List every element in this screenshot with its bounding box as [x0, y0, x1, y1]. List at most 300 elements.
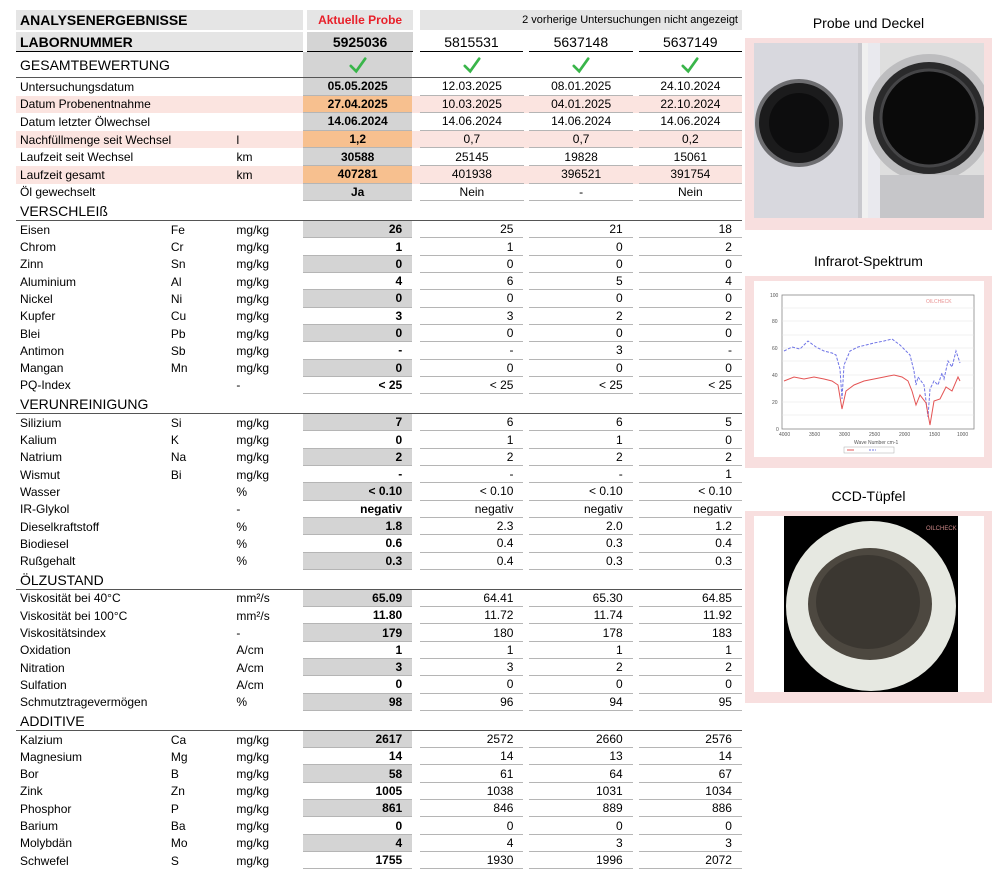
general-row — [16, 166, 742, 184]
previous-value: 65.30 — [529, 590, 632, 607]
row-unit: - — [236, 378, 241, 393]
current-value: 05.05.2025 — [303, 78, 412, 96]
row-unit: mg/kg — [236, 326, 270, 341]
previous-value: - — [420, 342, 523, 359]
row-label: Antimon — [20, 343, 65, 358]
previous-value: 0 — [639, 325, 742, 342]
row-label: Bor — [20, 767, 39, 782]
previous-value: 2072 — [639, 852, 742, 869]
row-label: Kalium — [20, 433, 57, 448]
current-value: 1.8 — [303, 518, 412, 535]
current-value: 26 — [303, 221, 412, 238]
svg-text:3500: 3500 — [808, 432, 820, 438]
previous-value: 12.03.2025 — [420, 78, 523, 96]
svg-text:3000: 3000 — [838, 432, 850, 438]
svg-text:1000: 1000 — [956, 432, 968, 438]
measurement-row — [16, 290, 742, 307]
measurement-row — [16, 308, 742, 325]
measurement-row — [16, 800, 742, 817]
measurement-row — [16, 783, 742, 800]
row-label: Nitration — [20, 660, 65, 675]
previous-value: 13 — [529, 748, 632, 765]
row-unit: mg/kg — [236, 415, 270, 430]
previous-value: 2 — [529, 659, 632, 676]
current-value: 0 — [303, 817, 412, 834]
previous-value: 0 — [529, 817, 632, 834]
row-unit: mg/kg — [236, 343, 270, 358]
row-label: Nickel — [20, 291, 53, 306]
general-row — [16, 96, 742, 114]
measurement-row — [16, 835, 742, 852]
previous-value: 19828 — [529, 148, 632, 166]
current-value: 0 — [303, 256, 412, 273]
row-label: Nachfüllmenge seit Wechsel — [20, 132, 172, 147]
row-label: Silizium — [20, 415, 62, 430]
svg-text:100: 100 — [769, 293, 778, 299]
previous-value: 2 — [529, 308, 632, 325]
measurement-row — [16, 694, 742, 711]
previous-value: 5 — [639, 414, 742, 431]
current-value: 1 — [303, 642, 412, 659]
row-unit: A/cm — [236, 677, 264, 692]
previous-value: 2572 — [420, 731, 523, 748]
row-label: Magnesium — [20, 749, 83, 764]
row-symbol: Si — [170, 415, 182, 430]
previous-value: 396521 — [529, 166, 632, 184]
row-unit — [237, 184, 304, 202]
previous-value: 0 — [529, 325, 632, 342]
previous-value: 18 — [639, 221, 742, 238]
measurement-row — [16, 273, 742, 290]
previous-note: 2 vorherige Untersuchungen nicht angezeigt — [420, 10, 742, 30]
previous-value: 0 — [639, 817, 742, 834]
current-value: 0 — [303, 360, 412, 377]
current-value: 0 — [303, 431, 412, 448]
previous-value: 401938 — [420, 166, 523, 184]
previous-value: 886 — [639, 800, 742, 817]
previous-value: 0 — [420, 325, 523, 342]
current-value: 179 — [303, 624, 412, 641]
row-symbol: Fe — [170, 222, 185, 237]
previous-value: < 0.10 — [639, 483, 742, 500]
row-unit: mg/kg — [236, 274, 270, 289]
ccd-spot-image — [754, 516, 984, 692]
previous-value: 2 — [420, 449, 523, 466]
row-symbol: Sb — [170, 343, 186, 358]
previous-value: 2 — [639, 308, 742, 325]
section-header — [16, 712, 742, 731]
overall-rating-row — [16, 52, 742, 78]
section-title: VERSCHLEIß — [20, 203, 108, 220]
previous-value: 391754 — [639, 166, 742, 184]
measurement-row — [16, 659, 742, 676]
row-label: Schwefel — [20, 853, 69, 868]
previous-value: 25 — [420, 221, 523, 238]
previous-value: negativ — [420, 501, 523, 518]
previous-value: < 25 — [420, 377, 523, 394]
row-symbol: K — [170, 433, 179, 448]
measurement-row — [16, 221, 742, 238]
previous-value: 2.3 — [420, 518, 523, 535]
previous-value: - — [529, 466, 632, 483]
previous-value: 846 — [420, 800, 523, 817]
measurement-row — [16, 360, 742, 377]
previous-value: 178 — [529, 624, 632, 641]
labnr-label: LABORNUMMER — [16, 32, 303, 52]
row-label: Blei — [20, 326, 41, 341]
row-label: Natrium — [20, 450, 63, 465]
ccd-spot-title: CCD-Tüpfel — [745, 481, 992, 511]
previous-value: 14 — [639, 748, 742, 765]
row-label: Zink — [20, 784, 43, 799]
previous-value: 6 — [420, 273, 523, 290]
row-symbol: Sn — [170, 257, 186, 272]
previous-value: 1 — [529, 431, 632, 448]
measurement-row — [16, 501, 742, 518]
previous-value: 96 — [420, 694, 523, 711]
previous-value: 10.03.2025 — [420, 96, 523, 114]
previous-value: 08.01.2025 — [529, 78, 632, 96]
svg-text:1500: 1500 — [928, 432, 940, 438]
row-symbol: Al — [170, 274, 182, 289]
row-label: Chrom — [20, 240, 57, 255]
previous-value: 1038 — [420, 783, 523, 800]
current-sample-label: Aktuelle Probe — [307, 10, 412, 30]
header-row — [16, 10, 742, 30]
row-symbol — [171, 642, 237, 659]
previous-value: 14.06.2024 — [529, 113, 632, 131]
row-unit: mg/kg — [236, 801, 270, 816]
row-label: Dieselkraftstoff — [20, 519, 100, 534]
row-label: Biodiesel — [20, 536, 69, 551]
previous-value: 04.01.2025 — [529, 96, 632, 114]
check-icon — [639, 52, 742, 77]
check-icon — [529, 52, 632, 77]
previous-value: 0.4 — [420, 535, 523, 552]
current-value: 3 — [303, 659, 412, 676]
row-symbol — [171, 624, 237, 641]
previous-value: negativ — [639, 501, 742, 518]
previous-value: 64.41 — [420, 590, 523, 607]
previous-value: 3 — [529, 835, 632, 852]
row-symbol: Pb — [170, 326, 186, 341]
measurement-row — [16, 325, 742, 342]
previous-value: 95 — [639, 694, 742, 711]
row-unit: mm²/s — [236, 591, 270, 606]
previous-value: < 0.10 — [420, 483, 523, 500]
svg-text:4000: 4000 — [778, 432, 790, 438]
section-header — [16, 395, 742, 414]
previous-value: 0 — [639, 256, 742, 273]
row-label: Datum Probenentnahme — [20, 97, 151, 112]
previous-value: negativ — [529, 501, 632, 518]
previous-value: 11.72 — [420, 607, 523, 624]
previous-value: 3 — [529, 342, 632, 359]
previous-value: 4 — [420, 835, 523, 852]
row-label: PQ-Index — [20, 378, 71, 393]
previous-value: - — [420, 466, 523, 483]
measurement-row — [16, 449, 742, 466]
previous-value: 0 — [529, 676, 632, 693]
measurement-row — [16, 607, 742, 624]
row-symbol: Zn — [170, 784, 185, 799]
measurement-row — [16, 748, 742, 765]
measurement-row — [16, 553, 742, 570]
row-unit: % — [236, 536, 248, 551]
measurement-row — [16, 377, 742, 394]
row-unit: mm²/s — [236, 608, 270, 623]
row-unit: mg/kg — [236, 361, 270, 376]
row-symbol: Mg — [170, 749, 188, 764]
previous-value: 1 — [639, 466, 742, 483]
previous-value: 0 — [420, 256, 523, 273]
previous-value: 0,7 — [529, 131, 632, 149]
previous-value: 3 — [420, 659, 523, 676]
measurement-row — [16, 483, 742, 500]
previous-value: 3 — [639, 835, 742, 852]
previous-value: 0 — [529, 256, 632, 273]
previous-value: 180 — [420, 624, 523, 641]
row-unit: mg/kg — [236, 784, 270, 799]
labnr-prev: 5815531 — [420, 32, 523, 52]
check-icon — [420, 52, 523, 77]
row-symbol: Ca — [170, 732, 187, 747]
report-title: ANALYSENERGEBNISSE — [16, 10, 303, 30]
row-label: Barium — [20, 819, 59, 833]
previous-value: 11.92 — [639, 607, 742, 624]
row-label: Viskosität bei 40°C — [20, 591, 121, 606]
previous-value: 64.85 — [639, 590, 742, 607]
row-symbol: Cr — [170, 240, 184, 255]
ir-spectrum-panel — [745, 246, 992, 468]
previous-value: 5 — [529, 273, 632, 290]
row-unit: - — [236, 502, 241, 517]
previous-value: 0.4 — [420, 553, 523, 570]
row-label: Kupfer — [20, 309, 56, 324]
previous-value: - — [639, 342, 742, 359]
row-symbol — [171, 694, 237, 711]
sample-photo-panel — [745, 8, 992, 230]
previous-value: 1 — [529, 642, 632, 659]
previous-value: 0 — [529, 360, 632, 377]
previous-value: 2660 — [529, 731, 632, 748]
previous-value: 1930 — [420, 852, 523, 869]
measurement-row — [16, 731, 742, 748]
current-value: 58 — [303, 765, 412, 782]
overall-rating-label: GESAMTBEWERTUNG — [20, 56, 170, 73]
section-title: VERUNREINIGUNG — [20, 396, 149, 413]
row-label: Molybdän — [20, 836, 73, 851]
previous-value: 0.3 — [529, 553, 632, 570]
row-symbol: Cu — [170, 309, 187, 324]
current-value: 27.04.2025 — [303, 96, 412, 114]
measurement-row — [16, 817, 742, 834]
previous-value: 0 — [639, 676, 742, 693]
measurement-row — [16, 765, 742, 782]
svg-text:20: 20 — [771, 400, 778, 406]
row-unit: mg/kg — [236, 240, 270, 255]
measurement-row — [16, 466, 742, 483]
current-value: < 0.10 — [303, 483, 412, 500]
section-title: ÖLZUSTAND — [20, 571, 104, 588]
svg-text:60: 60 — [771, 346, 778, 352]
previous-value: Nein — [639, 184, 742, 202]
row-label: Laufzeit seit Wechsel — [20, 150, 134, 165]
row-unit: mg/kg — [236, 309, 270, 324]
previous-value: 0 — [420, 290, 523, 307]
general-row — [16, 131, 742, 149]
previous-value: 14 — [420, 748, 523, 765]
svg-text:OILCHECK: OILCHECK — [925, 299, 952, 305]
row-symbol — [171, 483, 237, 500]
current-value: 4 — [303, 835, 412, 852]
current-value: 2617 — [303, 731, 412, 748]
row-label: Laufzeit gesamt — [20, 167, 105, 182]
row-label: Zinn — [20, 257, 44, 272]
row-symbol — [171, 535, 237, 552]
row-label: Viskositätsindex — [20, 626, 106, 641]
check-icon — [303, 52, 412, 77]
labnr-row — [16, 32, 742, 52]
current-value: 0 — [303, 290, 412, 307]
svg-text:40: 40 — [771, 373, 778, 379]
measurement-row — [16, 238, 742, 255]
previous-value: 0 — [639, 290, 742, 307]
current-value: 407281 — [303, 166, 412, 184]
row-unit: mg/kg — [236, 222, 270, 237]
row-label: Schmutztragevermögen — [20, 695, 148, 710]
previous-value: 2.0 — [529, 518, 632, 535]
previous-value: 1 — [420, 431, 523, 448]
previous-value: 24.10.2024 — [639, 78, 742, 96]
previous-value: 94 — [529, 694, 632, 711]
row-label: Untersuchungsdatum — [20, 79, 135, 94]
current-value: 1005 — [303, 783, 412, 800]
section-title: ADDITIVE — [20, 712, 85, 729]
previous-value: 183 — [639, 624, 742, 641]
previous-value: 0,7 — [420, 131, 523, 149]
row-label: Eisen — [20, 222, 51, 237]
row-symbol: B — [170, 767, 179, 782]
row-label: Öl gewechselt — [20, 185, 96, 200]
measurement-row — [16, 676, 742, 693]
previous-value: 64 — [529, 765, 632, 782]
previous-value: 0 — [420, 817, 523, 834]
sample-photo — [754, 43, 984, 218]
row-unit: A/cm — [236, 643, 264, 658]
current-value: - — [303, 342, 412, 359]
general-row — [16, 148, 742, 166]
svg-text:2500: 2500 — [868, 432, 880, 438]
current-value: 3 — [303, 308, 412, 325]
previous-value: < 25 — [529, 377, 632, 394]
previous-value: 1031 — [529, 783, 632, 800]
previous-value: 1 — [420, 642, 523, 659]
previous-value: - — [529, 184, 632, 202]
row-unit: % — [236, 695, 248, 710]
labnr-prev: 5637149 — [639, 32, 742, 52]
previous-value: 0 — [420, 360, 523, 377]
row-unit: % — [236, 519, 248, 534]
previous-value: 2 — [639, 659, 742, 676]
current-value: 30588 — [303, 148, 412, 166]
previous-value: < 25 — [639, 377, 742, 394]
svg-text:OILCHECK: OILCHECK — [925, 526, 957, 532]
current-value: 1,2 — [303, 131, 412, 149]
previous-value: 1 — [639, 642, 742, 659]
previous-value: 3 — [420, 308, 523, 325]
previous-value: 0.4 — [639, 535, 742, 552]
current-value: 1 — [303, 238, 412, 255]
row-unit — [237, 113, 304, 131]
current-value: - — [303, 466, 412, 483]
previous-value: 2 — [639, 238, 742, 255]
current-value: 7 — [303, 414, 412, 431]
general-row — [16, 113, 742, 131]
previous-value: 6 — [529, 414, 632, 431]
previous-value: 0 — [639, 360, 742, 377]
previous-value: 0 — [529, 238, 632, 255]
measurement-row — [16, 431, 742, 448]
row-label: Rußgehalt — [20, 554, 76, 569]
previous-value: 21 — [529, 221, 632, 238]
previous-value: 14.06.2024 — [420, 113, 523, 131]
row-unit: mg/kg — [236, 433, 270, 448]
row-unit: km — [236, 150, 253, 165]
current-value: 11.80 — [303, 607, 412, 624]
row-symbol: P — [170, 801, 179, 816]
row-unit: A/cm — [236, 660, 264, 675]
row-symbol — [171, 590, 237, 607]
row-symbol — [171, 518, 237, 535]
measurement-row — [16, 590, 742, 607]
row-unit: km — [236, 167, 253, 182]
row-unit — [237, 96, 304, 114]
labnr-current: 5925036 — [307, 32, 412, 52]
previous-value: 22.10.2024 — [639, 96, 742, 114]
ir-spectrum-title: Infrarot-Spektrum — [745, 246, 992, 276]
row-symbol: Bi — [170, 467, 182, 482]
measurement-row — [16, 518, 742, 535]
previous-value: 15061 — [639, 148, 742, 166]
previous-value: 1 — [420, 238, 523, 255]
row-unit: mg/kg — [236, 819, 270, 833]
previous-value: 2 — [639, 449, 742, 466]
row-label: Wismut — [20, 467, 60, 482]
previous-value: 1034 — [639, 783, 742, 800]
row-symbol: Ni — [170, 291, 183, 306]
row-unit: mg/kg — [236, 767, 270, 782]
previous-value: 14.06.2024 — [639, 113, 742, 131]
previous-value: < 0.10 — [529, 483, 632, 500]
section-header — [16, 202, 742, 221]
row-label: Viskosität bei 100°C — [20, 608, 128, 623]
section-header — [16, 571, 742, 590]
labnr-prev: 5637148 — [529, 32, 632, 52]
measurement-sections — [16, 202, 742, 869]
analysis-report — [16, 10, 742, 869]
previous-value: 11.74 — [529, 607, 632, 624]
row-label: Oxidation — [20, 643, 71, 658]
row-label: Sulfation — [20, 677, 67, 692]
current-value: 0.6 — [303, 535, 412, 552]
current-value: 14 — [303, 748, 412, 765]
row-symbol — [171, 607, 237, 624]
row-unit: % — [236, 554, 248, 569]
row-unit: mg/kg — [236, 836, 270, 851]
row-unit: mg/kg — [236, 257, 270, 272]
measurement-row — [16, 852, 742, 869]
